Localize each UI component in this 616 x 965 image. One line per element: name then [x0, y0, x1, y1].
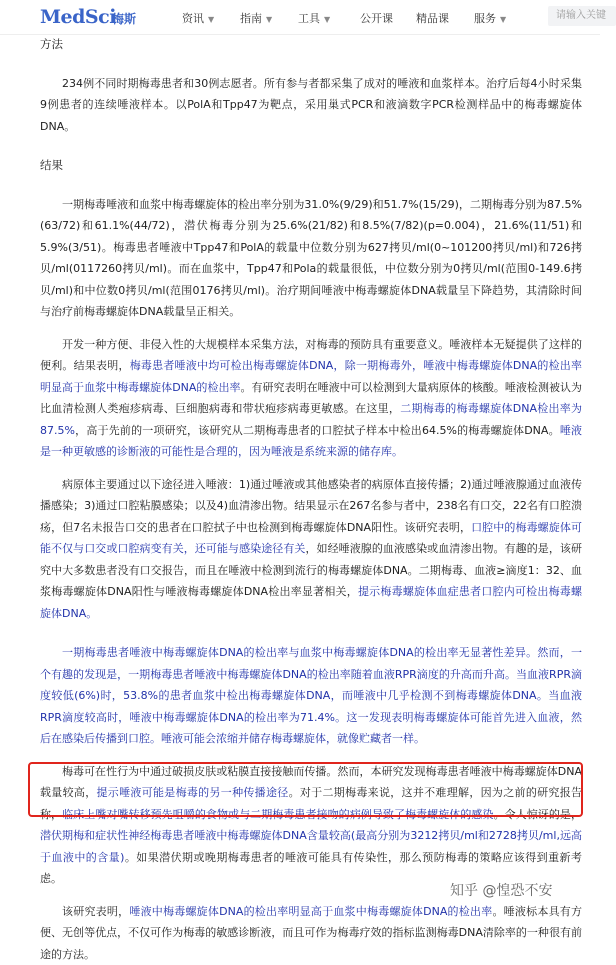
highlight-text: 潜伏期梅和症状性神经梅毒患者唾液中梅毒螺旋体DNA含量较高(最高分别为3212拷贝/ml和2728拷贝/ml,远高于血液中的含量)	[40, 829, 582, 864]
result-paragraph: 一期梅毒唾液和血浆中梅毒螺旋体的检出率分别为31.0%(9/29)和51.7%(15/29)，二期梅毒分别为87.5%(63/72)和61.1%(44/72)，潜伏梅毒分别为25.6%(21/82)和8.5%(7/82)(p=0.004)，21.6%(11/51)和5.9%(3/51)。梅毒患者唾液中Tpp47和PolA的载量中位数分别为627拷贝/ml(0~101200拷贝/ml)和726拷贝/ml(0117260拷贝/ml)。而在血浆中，Tpp47和Pola的载量很低，中位数分别为0拷贝/ml(范围0-149.6拷贝/ml)和中位数0拷贝/ml(范围0176拷贝/ml)。治疗期间唾液中梅毒螺旋体DNA载量呈下降趋势，其清除时间与治疗前梅毒螺旋体DNA载量呈正相关。	[40, 194, 582, 323]
nav-item-open-courses[interactable]: 公开课	[360, 10, 393, 26]
nav-item-tools[interactable]: 工具 ▼	[298, 10, 330, 26]
annotation-highlight-box	[28, 762, 583, 817]
article-body	[40, 34, 582, 965]
site-logo[interactable]: MedSci	[40, 6, 116, 28]
highlight-text: 口腔中的梅毒螺旋体可能不仅与口交或口腔病变有关，还可能与感染途径有关	[40, 521, 582, 556]
chevron-down-icon: ▼	[324, 15, 330, 24]
highlight-text: 提示唾液可能是梅毒的另一种传播途径	[97, 786, 289, 799]
highlight-text: 二期梅毒的梅毒螺旋体DNA检出率为87.5%	[40, 402, 582, 437]
highlight-text: 临床上嘴对嘴转移预先咀嚼的食物或与二期梅毒患者接吻的病例导致了梅毒螺旋体的感染	[62, 808, 493, 821]
highlight-text: 唾液是一种更敏感的诊断液的可能性是合理的，因为唾液是系统来源的储存库。	[40, 424, 582, 459]
method-heading: 方法	[40, 34, 582, 56]
discussion-paragraph-2: 病原体主要通过以下途径进入唾液：1)通过唾液或其他感染者的病原体直接传播；2)通过唾液腺通过血液传播感染；3)通过口腔粘膜感染；以及4)血清渗出物。结果显示在267名参与者中，238名有口交，22名有口腔溃疡，但7名未报告口交的患者在口腔拭子中也检测到梅毒螺旋体DNA阳性。该研究表明，口腔中的梅毒螺旋体可能不仅与口交或口腔病变有关，还可能与感染途径有关，如经唾液腺的血液感染或血清渗出物。有趣的是，该研究中大多数患者没有口交报告，而且在唾液中检测到流行的梅毒螺旋体DNA。二期梅毒、血液≥滴度1：32、血浆梅毒螺旋体DNA阳性与唾液梅毒螺旋体DNA检出率显著相关，提示梅毒螺旋体血症患者口腔内可检出梅毒螺旋体DNA。	[40, 474, 582, 625]
nav-item-services[interactable]: 服务 ▼	[474, 10, 506, 26]
discussion-paragraph-3: 一期梅毒患者唾液中梅毒螺旋体DNA的检出率与血浆中梅毒螺旋体DNA的检出率无显著性差异。然而，一个有趣的发现是，一期梅毒患者唾液中梅毒螺旋体DNA的检出率随着血液RPR滴度的升高而升高。当血液RPR滴度较低(6%)时，53.8%的患者血浆中检出梅毒螺旋体DNA，而唾液中几乎检测不到梅毒螺旋体DNA。当血液RPR滴度较高时，唾液中梅毒螺旋体DNA的检出率为71.4%。这一发现表明梅毒螺旋体可能首先进入血液，然后在感染后传播到口腔。唾液可能会浓缩并储存梅毒螺旋体，就像贮藏者一样。	[40, 642, 582, 750]
nav-item-news[interactable]: 资讯 ▼	[182, 10, 214, 26]
site-logo-cn[interactable]: 梅斯	[112, 10, 136, 27]
nav-item-guides[interactable]: 指南 ▼	[240, 10, 272, 26]
method-paragraph: 234例不同时期梅毒患者和30例志愿者。所有参与者都采集了成对的唾液和血浆样本。治疗后每4小时采集9例患者的连续唾液样本。以PolA和Tpp47为靶点，采用巢式PCR和液滴数字PCR检测样品中的梅毒螺旋体DNA。	[40, 73, 582, 138]
highlight-text: 提示梅毒螺旋体血症患者口腔内可检出梅毒螺旋体DNA。	[40, 585, 582, 620]
highlight-text: 唾液中梅毒螺旋体DNA的检出率明显高于血浆中梅毒螺旋体DNA的检出率	[129, 905, 492, 918]
highlight-text: 梅毒患者唾液中均可检出梅毒螺旋体DNA，除一期梅毒外，唾液中梅毒螺旋体DNA的检出率明显高于血浆中梅毒螺旋体DNA的检出率	[40, 359, 582, 394]
chevron-down-icon: ▼	[208, 15, 214, 24]
chevron-down-icon: ▼	[500, 15, 506, 24]
discussion-paragraph-1: 开发一种方便、非侵入性的大规模样本采集方法，对梅毒的预防具有重要意义。唾液样本无疑提供了这样的便利。结果表明，梅毒患者唾液中均可检出梅毒螺旋体DNA，除一期梅毒外，唾液中梅毒螺旋体DNA的检出率明显高于血浆中梅毒螺旋体DNA的检出率。有研究表明在唾液中可以检测到大量病原体的核酸。唾液检测被认为比血清检测人类疱疹病毒、巨细胞病毒和带状疱疹病毒更敏感。在这里，二期梅毒的梅毒螺旋体DNA检出率为87.5%，高于先前的一项研究，该研究从二期梅毒患者的口腔拭子样本中检出64.5%的梅毒螺旋体DNA。唾液是一种更敏感的诊断液的可能性是合理的，因为唾液是系统来源的储存库。	[40, 334, 582, 463]
nav-item-premium-courses[interactable]: 精品课	[416, 10, 449, 26]
conclusion-paragraph: 该研究表明，唾液中梅毒螺旋体DNA的检出率明显高于血浆中梅毒螺旋体DNA的检出率。唾液标本具有方便、无创等优点，不仅可作为梅毒的敏感诊断液，而且可作为梅毒疗效的指标监测梅毒DNA清除率的一种很有前途的方法。	[40, 901, 582, 965]
discussion-paragraph-4: 梅毒可在性行为中通过破损皮肤或粘膜直接接触而传播。然而，本研究发现梅毒患者唾液中梅毒螺旋体DNA载量较高，提示唾液可能是梅毒的另一种传播途径。对于二期梅毒来说，这并不难理解，因为之前的研究报告称，临床上嘴对嘴转移预先咀嚼的食物或与二期梅毒患者接吻的病例导致了梅毒螺旋体的感染。令人惊讶的是，潜伏期梅和症状性神经梅毒患者唾液中梅毒螺旋体DNA含量较高(最高分别为3212拷贝/ml和2728拷贝/ml,远高于血液中的含量)。如果潜伏期或晚期梅毒患者的唾液可能具有传染性，那么预防梅毒的策略应该得到重新考虑。	[40, 761, 582, 890]
chevron-down-icon: ▼	[266, 15, 272, 24]
site-header	[0, 0, 600, 35]
result-heading: 结果	[40, 155, 582, 177]
search-input[interactable]: 请输入关键	[548, 6, 616, 26]
watermark: 知乎 @惶恐不安	[450, 880, 552, 900]
